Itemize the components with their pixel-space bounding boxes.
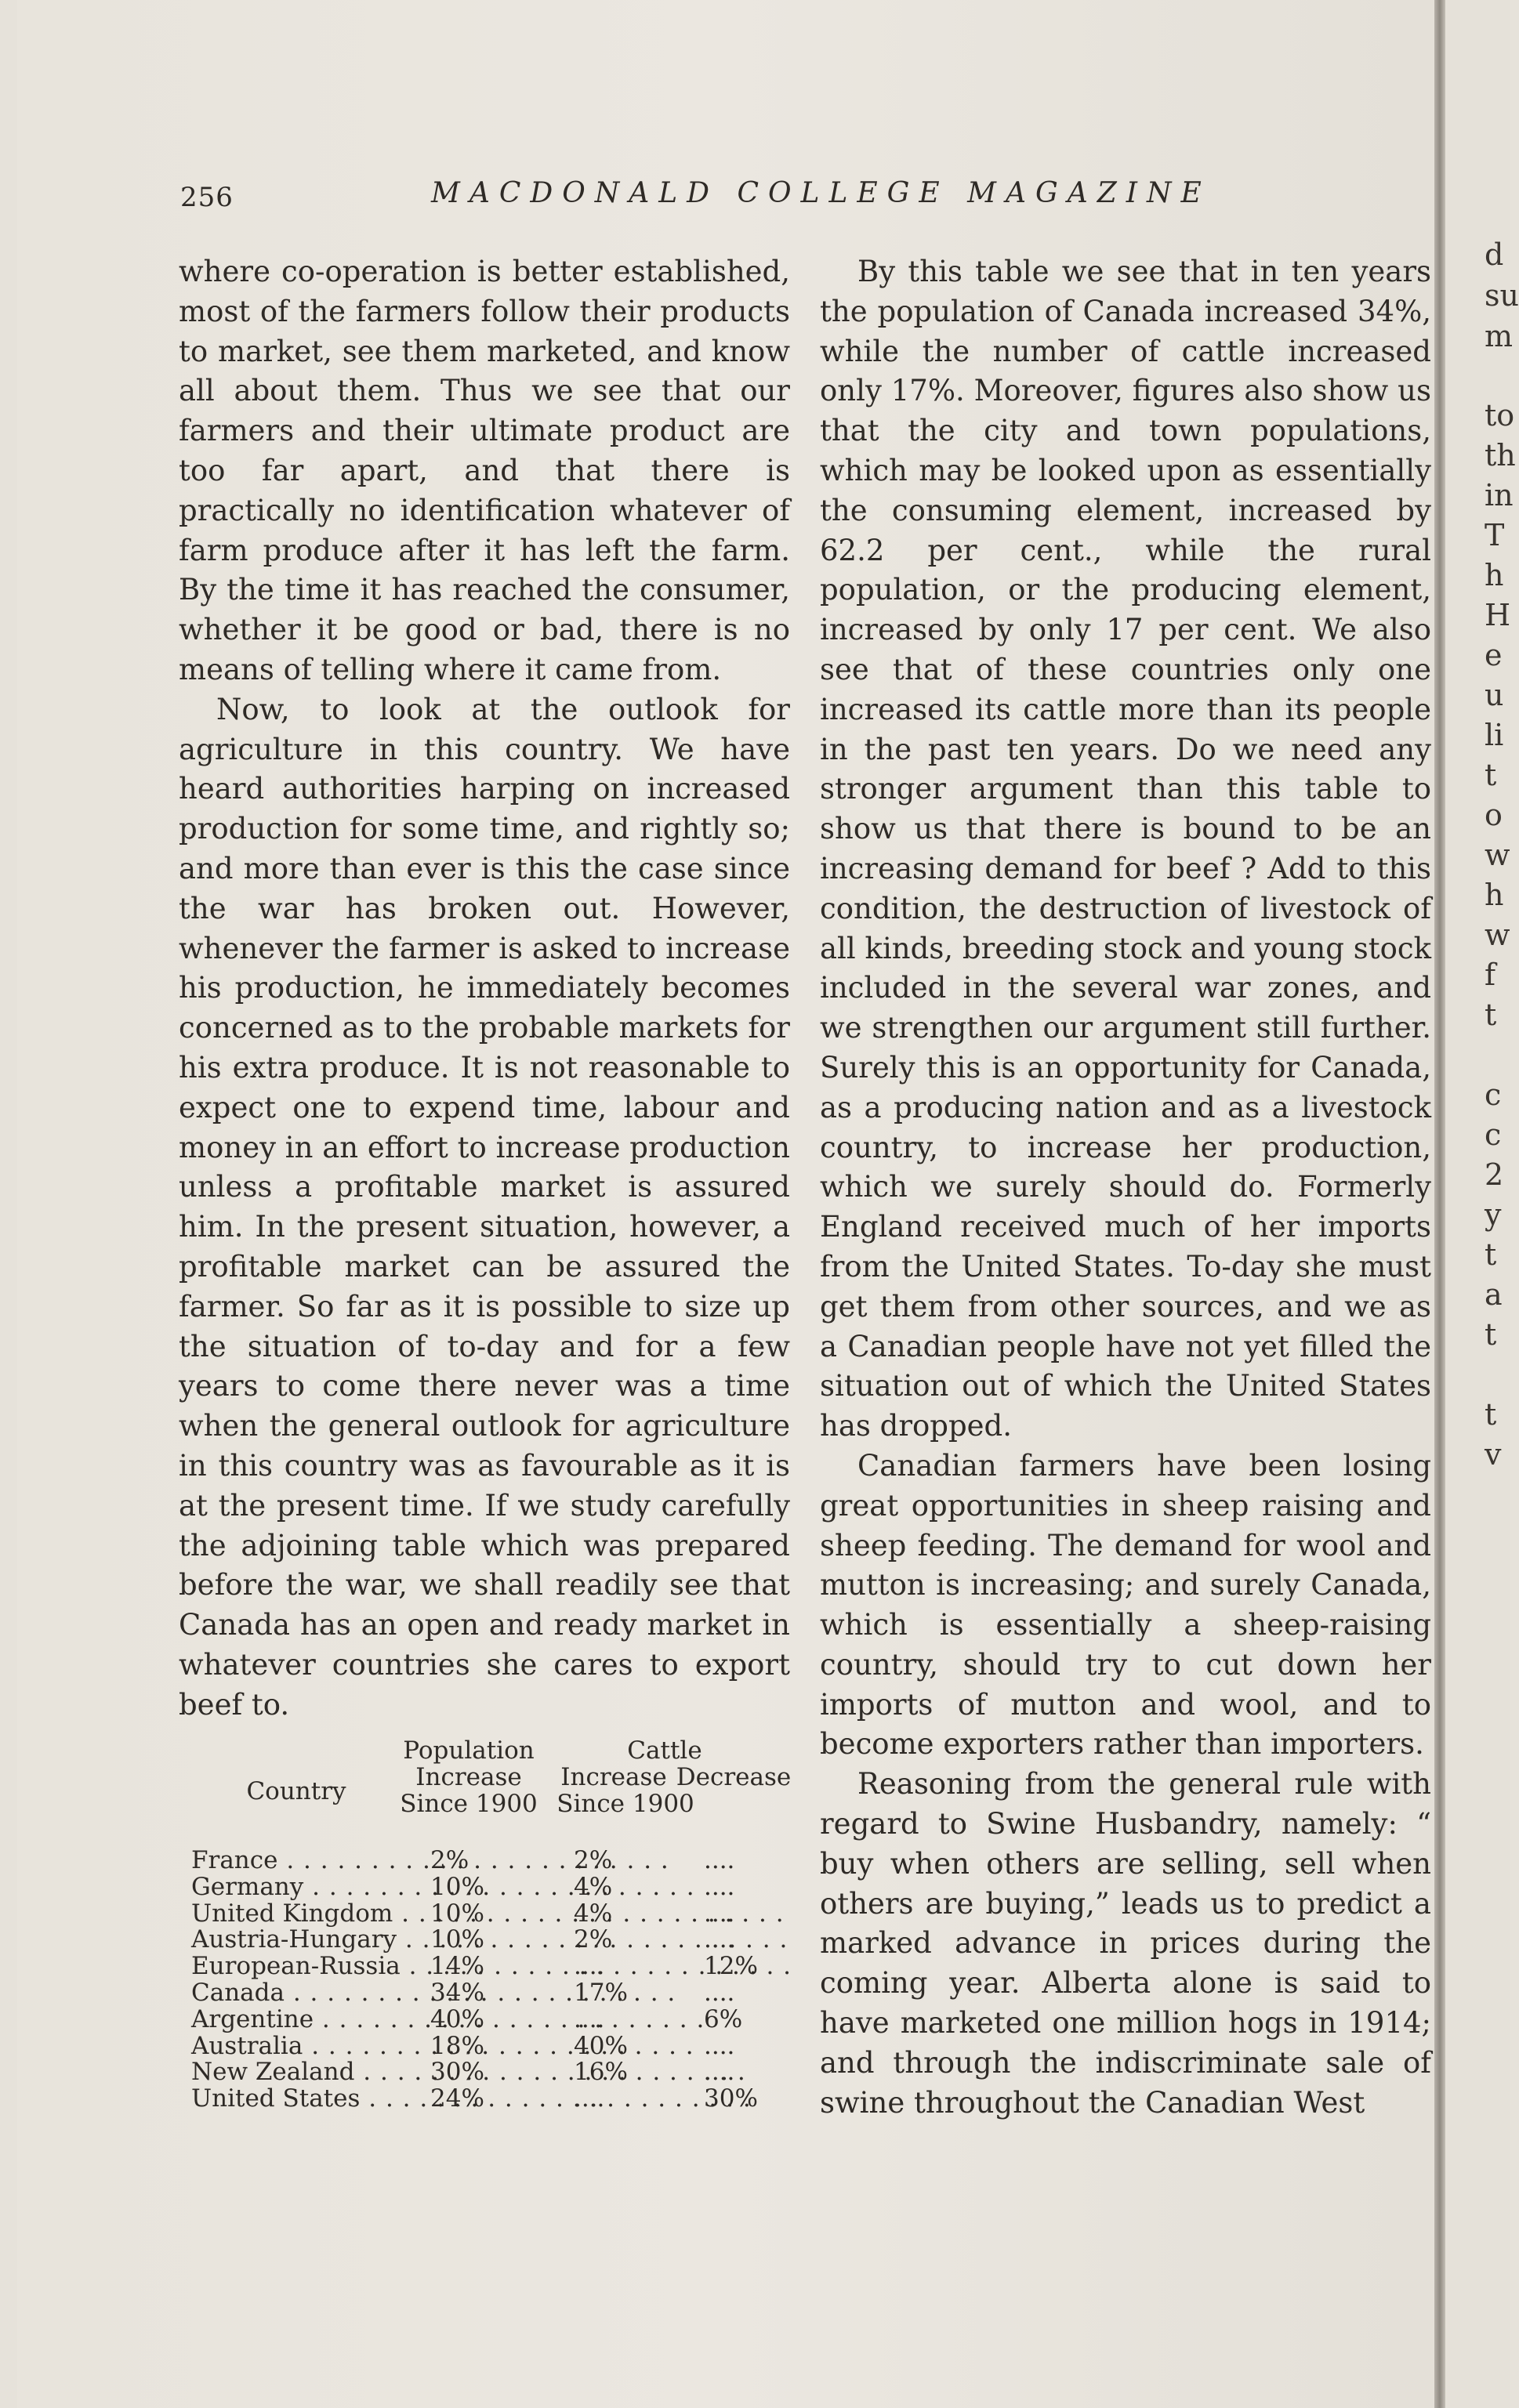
next-page-fragment: f	[1485, 958, 1496, 992]
population-cattle-table	[179, 1738, 790, 2130]
next-page-fragment: u	[1485, 678, 1504, 712]
cattle-increase-cell: ....	[574, 2084, 605, 2113]
table-row	[191, 1901, 787, 1928]
next-page-fragment: y	[1485, 1197, 1502, 1232]
next-page-fragment: th	[1485, 438, 1516, 473]
cattle-increase-cell: 4%	[574, 1872, 613, 1901]
header-cattle: Cattle	[627, 1736, 702, 1765]
table-row	[191, 2033, 787, 2060]
next-page-fragment: t	[1485, 758, 1497, 792]
next-page-fragment: li	[1485, 718, 1504, 752]
next-page-fragment: m	[1485, 319, 1514, 353]
cattle-increase-cell: ....	[574, 1952, 605, 1981]
next-page-fragment: t	[1485, 998, 1497, 1032]
next-page-fragment: d	[1485, 237, 1504, 272]
next-page-fragment: c	[1485, 1117, 1502, 1152]
next-page-fragment: c	[1485, 1077, 1502, 1112]
cattle-increase-cell: 16%	[574, 2058, 628, 2087]
next-page-fragment: t	[1485, 1237, 1497, 1272]
table-row	[191, 2086, 787, 2113]
next-page-fragment: to	[1485, 398, 1515, 433]
cattle-decrease-cell: ....	[704, 2031, 735, 2060]
table-row	[191, 1848, 787, 1874]
country-cell: United Kingdom . . .	[191, 1901, 411, 1928]
next-page-fragment: t	[1485, 1397, 1497, 1432]
table-row	[191, 1980, 787, 2007]
paragraph: Now, to look at the outlook for agriculture in this country. We have heard authorities harping on increased production for some time, and rightly so; and more than ever is this the case since the war has broken out. However, whenever the farmer is asked to increase his production, he immediately becomes concerned as to the probable markets for his extra produce. It is not reasonable to expect one to expend time, labour and money in an effort to increase production unless a profitable market is assured him. In the present situation, however, a profitable market can be assured the farmer. So far as it is possible to size up the situation of to-day and for a few years to come there never was a time when the general outlook for agriculture in this country was as favourable as it is at the present time. If we study carefully the adjoining table which was prepared before the war, we shall readily see that Canada has an open and ready market in whatever countries she cares to export beef to.	[179, 692, 790, 1722]
paragraph: Canadian farmers have been losing great opportunities in sheep raising and sheep feeding. The demand for wool and mutton is increasing; and surely Canada, which is essentially a sheep-raising country, should try to cut down her imports of mutton and wool, and to become exporters rather than importers.	[820, 1448, 1431, 1762]
population-increase-cell: 10%	[430, 1925, 484, 1954]
next-page-fragment: a	[1485, 1277, 1503, 1312]
cattle-increase-cell: 2%	[574, 1846, 613, 1874]
country-cell: Canada . . .	[191, 1980, 411, 2007]
header-population: Population	[403, 1736, 535, 1765]
population-increase-cell: 14%	[430, 1952, 484, 1981]
cattle-increase-cell: 2%	[574, 1925, 613, 1954]
next-page-fragment: su	[1485, 278, 1519, 313]
next-page-fragment: w	[1485, 918, 1510, 952]
table-row	[191, 1927, 787, 1954]
next-page-fragment: e	[1485, 638, 1503, 672]
paragraph: By this table we see that in ten years the population of Canada increased 34%, while the number of cattle increased only 17%. Moreover, figures also show us that the city and town populations, which may be looked upon as essentially the consuming element, increased by 62.2 per cent., while the rural population, or the producing element, increased by only 17 per cent. We also see that of these countries only one increased its cattle more than its people in the past ten years. Do we need any stronger argument than this table to show us that there is bound to be an increasing demand for beef ? Add to this condition, the destruction of livestock of all kinds, breeding stock and young stock included in the several war zones, and we strengthen our argument still further. Surely this is an opportunity for Canada, as a producing nation and as a livestock country, to increase her production, which we surely should do. Formerly England received much of her imports from the United States. To-day she must get them from other sources, and we as a Canadian people have not yet filled the situation out of which the United States has dropped.	[820, 255, 1431, 1443]
cattle-increase-cell: 4%	[574, 1899, 613, 1928]
country-cell: Germany . . .	[191, 1874, 411, 1901]
header-pop-increase: Increase	[415, 1763, 522, 1791]
next-page-edge	[1445, 0, 1519, 2408]
population-increase-cell: 10%	[430, 1899, 484, 1928]
header-cattle-increase: Increase	[560, 1763, 667, 1791]
cattle-decrease-cell: ....	[704, 2058, 735, 2087]
population-increase-cell: 24%	[430, 2084, 484, 2113]
table-row	[191, 1954, 787, 1980]
cattle-increase-cell: 17%	[574, 1978, 628, 2007]
country-cell: United States . . .	[191, 2086, 411, 2113]
page-gutter	[1434, 0, 1445, 2408]
next-page-fragment: w	[1485, 838, 1510, 872]
population-increase-cell: 40%	[430, 2004, 484, 2033]
cattle-decrease-cell: ....	[704, 1978, 735, 2007]
next-page-fragment: h	[1485, 558, 1504, 592]
page-number: 256	[180, 182, 234, 213]
country-cell: Australia . . .	[191, 2033, 411, 2060]
next-page-fragment: in	[1485, 478, 1514, 512]
next-page-fragment: v	[1485, 1437, 1502, 1472]
country-cell: Austria-Hungary . . .	[191, 1927, 411, 1954]
next-page-fragment: h	[1485, 878, 1504, 912]
page-header	[179, 174, 1417, 215]
population-increase-cell: 2%	[430, 1846, 469, 1874]
running-title: MACDONALD COLLEGE MAGAZINE	[431, 177, 1211, 209]
table-row	[191, 1874, 787, 1901]
left-column	[179, 252, 790, 1725]
paragraph: Reasoning from the general rule with regard to Swine Husbandry, namely: “ buy when others are selling, sell when others are buying,” leads us to predict a marked advance in prices during the coming year. Alberta alone is said to have marketed one million hogs in 1914; and through the indiscriminate sale of swine throughout the Canadian West	[820, 1767, 1431, 2120]
next-page-fragment: T	[1485, 518, 1505, 552]
next-page-fragment: o	[1485, 798, 1503, 832]
cattle-decrease-cell: 6%	[704, 2004, 743, 2033]
population-increase-cell: 10%	[430, 1872, 484, 1901]
header-cattle-since: Since 1900	[556, 1790, 694, 1818]
next-page-fragment: t	[1485, 1317, 1497, 1352]
paragraph: where co-operation is better established, most of the farmers follow their products to market, see them marketed, and know all about them. Thus we see that our farmers and their ultimate product are too far apart, and that there is practically no identification whatever of farm produce after it has left the farm. By the time it has reached the consumer, whether it be good or bad, there is no means of telling where it came from.	[179, 255, 790, 686]
table-row	[191, 2004, 787, 2033]
next-page-fragment: H	[1485, 598, 1511, 632]
cattle-increase-cell: 40%	[574, 2031, 628, 2060]
country-cell: New Zealand . . .	[191, 2059, 411, 2086]
population-increase-cell: 18%	[430, 2031, 484, 2060]
next-page-fragment: 2	[1485, 1157, 1504, 1192]
country-cell: European-Russia . . .	[191, 1954, 411, 1980]
cattle-decrease-cell: ....	[704, 1899, 735, 1928]
cattle-decrease-cell: 30%	[704, 2084, 758, 2113]
table-row	[191, 2059, 787, 2086]
country-cell: France . . .	[191, 1848, 411, 1874]
header-country: Country	[246, 1777, 346, 1805]
table-body	[191, 1848, 787, 2113]
header-pop-since: Since 1900	[400, 1790, 538, 1818]
cattle-decrease-cell: ....	[704, 1925, 735, 1954]
header-cattle-decrease: Decrease	[676, 1763, 792, 1791]
country-cell: Argentine . . .	[191, 2007, 411, 2033]
cattle-increase-cell: ....	[574, 2004, 605, 2033]
cattle-decrease-cell: ....	[704, 1872, 735, 1901]
right-column	[820, 252, 1431, 2123]
population-increase-cell: 30%	[430, 2058, 484, 2087]
cattle-decrease-cell: ....	[704, 1846, 735, 1874]
cattle-decrease-cell: 12%	[704, 1952, 758, 1981]
population-increase-cell: 34%	[430, 1978, 484, 2007]
